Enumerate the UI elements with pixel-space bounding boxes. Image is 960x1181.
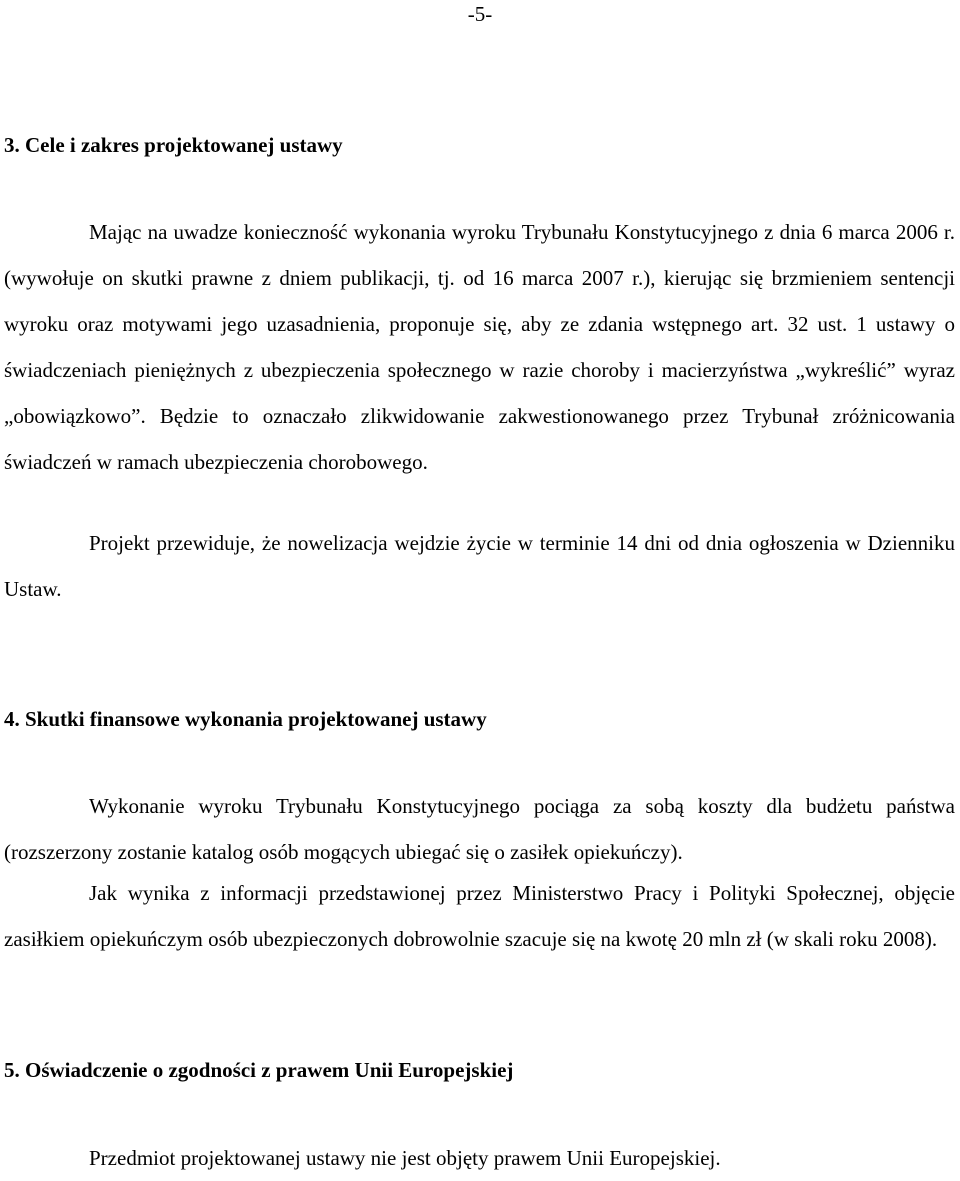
section-4-heading: 4. Skutki finansowe wykonania projektowanej ustawy [4,707,487,731]
page-number: -5- [467,2,493,26]
section-4-paragraph-2: Jak wynika z informacji przedstawionej przez Ministerstwo Pracy i Polityki Społecznej, objęcie zasiłkiem opiekuńczym osób ubezpieczonych dobrowolnie szacuje się na kwotę 20 mln zł (w skali roku 2008). [4,881,955,951]
section-3-heading: 3. Cele i zakres projektowanej ustawy [4,133,343,157]
section-3-paragraph-1: Mając na uwadze konieczność wykonania wyroku Trybunału Konstytucyjnego z dnia 6 marca 2006 r. (wywołuje on skutki prawne z dniem publikacji, tj. od 16 marca 2007 r.), kierując się brzmieniem sentencji wyroku oraz motywami jego uzasadnienia, proponuje się, aby ze zdania wstępnego art. 32 ust. 1 ustawy o świadczeniach pieniężnych z ubezpieczenia społecznego w razie choroby i macierzyństwa „wykreślić” wyraz „obowiązkowo”. Będzie to oznaczało zlikwidowanie zakwestionowanego przez Trybunał zróżnicowania świadczeń w ramach ubezpieczenia chorobowego. [4,220,955,474]
section-5-heading: 5. Oświadczenie o zgodności z prawem Unii Europejskiej [4,1058,514,1082]
section-3-paragraph-2: Projekt przewiduje, że nowelizacja wejdzie życie w terminie 14 dni od dnia ogłoszenia w Dzienniku Ustaw. [4,531,955,601]
section-5-paragraph-1: Przedmiot projektowanej ustawy nie jest objęty prawem Unii Europejskiej. [89,1146,721,1170]
section-4-paragraph-1: Wykonanie wyroku Trybunału Konstytucyjnego pociąga za sobą koszty dla budżetu państwa (rozszerzony zostanie katalog osób mogących ubiegać się o zasiłek opiekuńczy). [4,794,955,864]
